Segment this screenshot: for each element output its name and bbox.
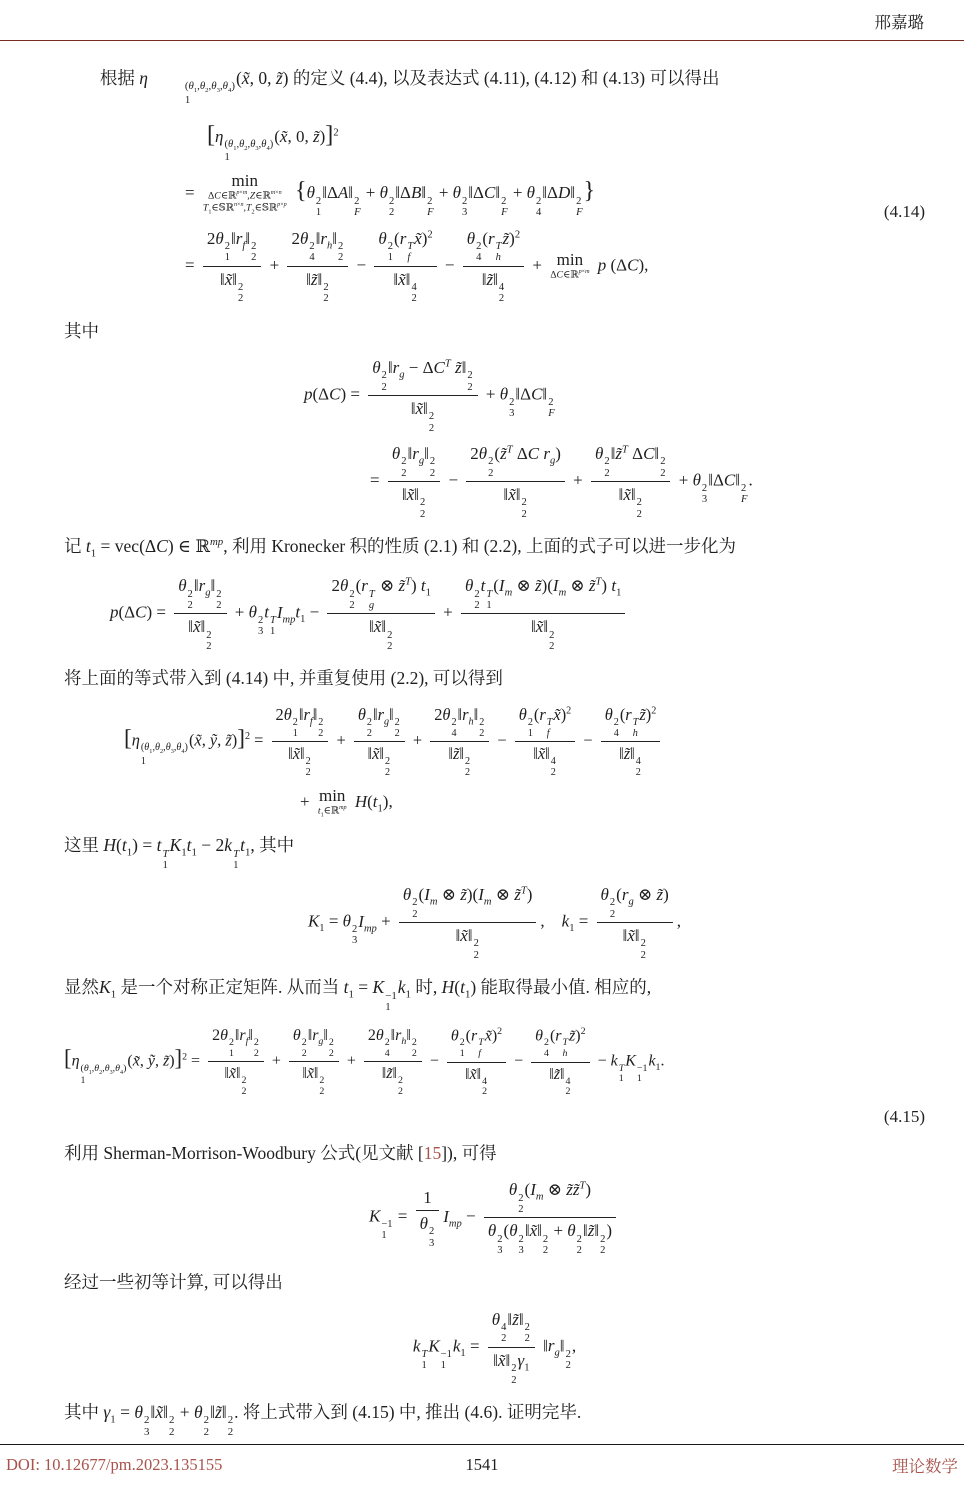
journal-name: 理论数学 (892, 1456, 958, 1476)
eq414-number: (4.14) (883, 201, 925, 221)
equation-k1-inverse (64, 1179, 925, 1256)
eq-pdc-line2: = θ 2 2 $‖r_g‖$ 2 2 ‖x̃‖ 2 2 − 2θ 2 2 (z̃$^T$ ΔC $r_g$) ‖x̃‖ 2 2 + θ 2 2 ‖z̃$^T$ ΔC‖ 2 2 ‖x̃‖ 2 2 + θ 2 3 ‖ΔC‖ 2 F . (370, 444, 753, 520)
eq-pdc2-line1: p(ΔC) = θ 2 2 $‖r_g‖$ 2 2 ‖x̃‖ 2 2 + θ 2 3 t T 1 $I_{mp}t_1$ − 2θ 2 2 (r T g ⊗ z̃$^T$) $t_1$ ‖x̃‖ 2 2 + θ 2 2 t T 1 ($I_m$ ⊗ $z̃)(I_m$ ⊗ z̃$^T$) $t_1$ ‖x̃‖ 2 2 (110, 575, 925, 652)
equation-k1-k1 (64, 884, 925, 961)
eq-pdc-line1: p(ΔC) = θ 2 2 $‖r_g - \Delta C^T$ z̃‖ 2 2 ‖x̃‖ 2 2 + θ 2 3 ‖ΔC‖ 2 F (304, 358, 555, 434)
paragraph-kronecker: 记 $t_1 = vec(\Delta C)$ ∈ ℝ$^{mp}$, 利用 Kronecker 积的性质 (2.1) 和 (2.2), 上面的式子可以进一步化为 (64, 536, 736, 560)
paragraph-smw-formula: 利用 Sherman-Morrison-Woodbury 公式(见文献 [15]), 可得 (64, 1143, 497, 1164)
equation-4-14 (64, 119, 925, 305)
page-footer (0, 1445, 964, 1487)
equation-eta-expanded (64, 705, 925, 820)
paragraph-substitute-414: 将上面的等式带入到 (4.14) 中, 并重复使用 (2.2), 可以得到 (64, 668, 503, 689)
eq-ktk-line1: k T 1 K −1 1 $k_1$ = θ 4 2 ‖z̃‖ 2 2 ‖x̃‖ 2 2 $\gamma_1$ $‖r_g‖$ 2 2 , (412, 1309, 577, 1386)
paragraph-where-1: 其中 (64, 320, 99, 341)
equation-p-delta-c (64, 357, 925, 520)
page-body (0, 41, 964, 1444)
paragraph-elementary-calc: 经过一些初等计算, 可以得出 (64, 1272, 283, 1293)
author-name: 邢嘉璐 (874, 13, 924, 32)
equation-ktk (64, 1309, 925, 1386)
eq415-number: (4.15) (883, 1107, 925, 1127)
paragraph-gamma-conclusion: 其中 $\gamma_1 = \theta$ 2 3 ‖x̃‖ 2 2 + θ 2 2 ‖z̃‖ 2 2 . 将上式带入到 (4.15) 中, 推出 (4.6). 证明完毕. (64, 1401, 582, 1439)
eq415-line1: [η $(\theta_1,\theta_2,\theta_3,\theta_4)$ 1 (x̃, ỹ, z̃)]$^2$ = 2θ 2 1 $‖r_f‖$ 2 2 ‖x̃‖ 2 2 + θ 2 2 $‖r_g‖$ 2 2 ‖x̃‖ 2 2 + 2θ 2 4 $‖r_h‖$ 2 2 ‖z̃‖ 2 2 − θ 2 1 (r T f x̃)$^2$ ‖x̃‖ 4 2 − θ 2 4 (r T h z̃)$^2$ ‖z̃‖ 4 2 − k T 1 K −1 1 $k_1$. (64, 1025, 665, 1098)
eq-eta-line1: [η $(\theta_1,\theta_2,\theta_3,\theta_4)$ 1 (x̃, ỹ, z̃)]$^2$ = 2θ 2 1 $‖r_f‖$ 2 2 ‖x̃‖ 2 2 + θ 2 2 $‖r_g‖$ 2 2 ‖x̃‖ 2 2 + 2θ 2 4 $‖r_h‖$ 2 2 ‖z̃‖ 2 2 − θ 2 1 (r T f x̃)$^2$ ‖x̃‖ 4 2 − θ 2 4 (r T h z̃)$^2$ ‖z̃‖ 4 2 (124, 705, 925, 778)
equation-4-15 (64, 1026, 925, 1127)
eq414-line1: [η $(\theta_1,\theta_2,\theta_3,\theta_4)$ 1 (x̃, 0, z̃)]$^2$ (207, 120, 339, 163)
paragraph-intro: 根据 η $(\theta_1,\theta_2,\theta_3,\theta_4)$ 1 (x̃, 0, z̃) 的定义 (4.4), 以及表达式 (4.11), (4.12) 和 (4.13) 可以得出 (99, 68, 720, 106)
page-number: 1541 (465, 1454, 499, 1474)
page-header (0, 0, 964, 40)
eq414-line2: = min ΔC∈ℝ$^{p\times m}$,Z∈ℝ$^{m\times n}$ $T_1\in 𝕊ℝ^{n\times n},T_2\in 𝕊ℝ^{p\times p}$ {θ 2 1 ‖ΔA‖ 2 F + θ 2 2 ‖ΔB‖ 2 F + θ 2 3 ‖ΔC‖ 2 F + θ 2 4 ‖ΔD‖ 2 F } (185, 171, 596, 219)
equation-p-delta-c-kronecker (64, 575, 925, 652)
doi-link[interactable]: DOI: 10.12677/pm.2023.135155 (6, 1454, 223, 1474)
eq-k1-line1: $K_1 = \theta$ 2 3 $I_{mp}$ + θ 2 2 ($I_m$ ⊗ $z̃)(I_m$ ⊗ z̃$^T$) ‖x̃‖ 2 2 , $k_1$ = θ 2 2 ($r_g$ ⊗ z̃) ‖x̃‖ 2 2 , (307, 885, 682, 961)
paragraph-h-def: 这里 $H(t_1) = t$ T 1 $K_1t_1 - 2k$ T 1 $t_1$, 其中 (64, 835, 295, 872)
paragraph-spd-matrix: 显然$K_1$ 是一个对称正定矩阵. 从而当 $t_1 = K$ −1 1 $k_1$ 时, $H(t_1)$ 能取得最小值. 相应的, (64, 977, 652, 1014)
eq414-line3: = 2θ 2 1 $‖r_f‖$ 2 2 ‖x̃‖ 2 2 + 2θ 2 4 $‖r_h‖$ 2 2 ‖z̃‖ 2 2 − θ 2 1 (r T f x̃)$^2$ ‖x̃‖ 4 2 − θ 2 4 (r T h z̃)$^2$ ‖z̃‖ 4 2 + min ΔC∈ℝ$^{p\times m}$ p (ΔC), (185, 228, 649, 305)
eq-kinv-line1: K −1 1 = 1 θ 2 3 $I_{mp}$ − θ 2 2 ($I_m$ ⊗ z̃z̃$^T$) θ 2 3 (θ 2 3 ‖x̃‖ 2 2 + θ 2 2 ‖z̃‖ 2 2 ) (64, 1179, 925, 1256)
eq-eta-line2: + min $t_1\in ℝ^{mp}$ $H(t_1)$, (300, 785, 393, 818)
